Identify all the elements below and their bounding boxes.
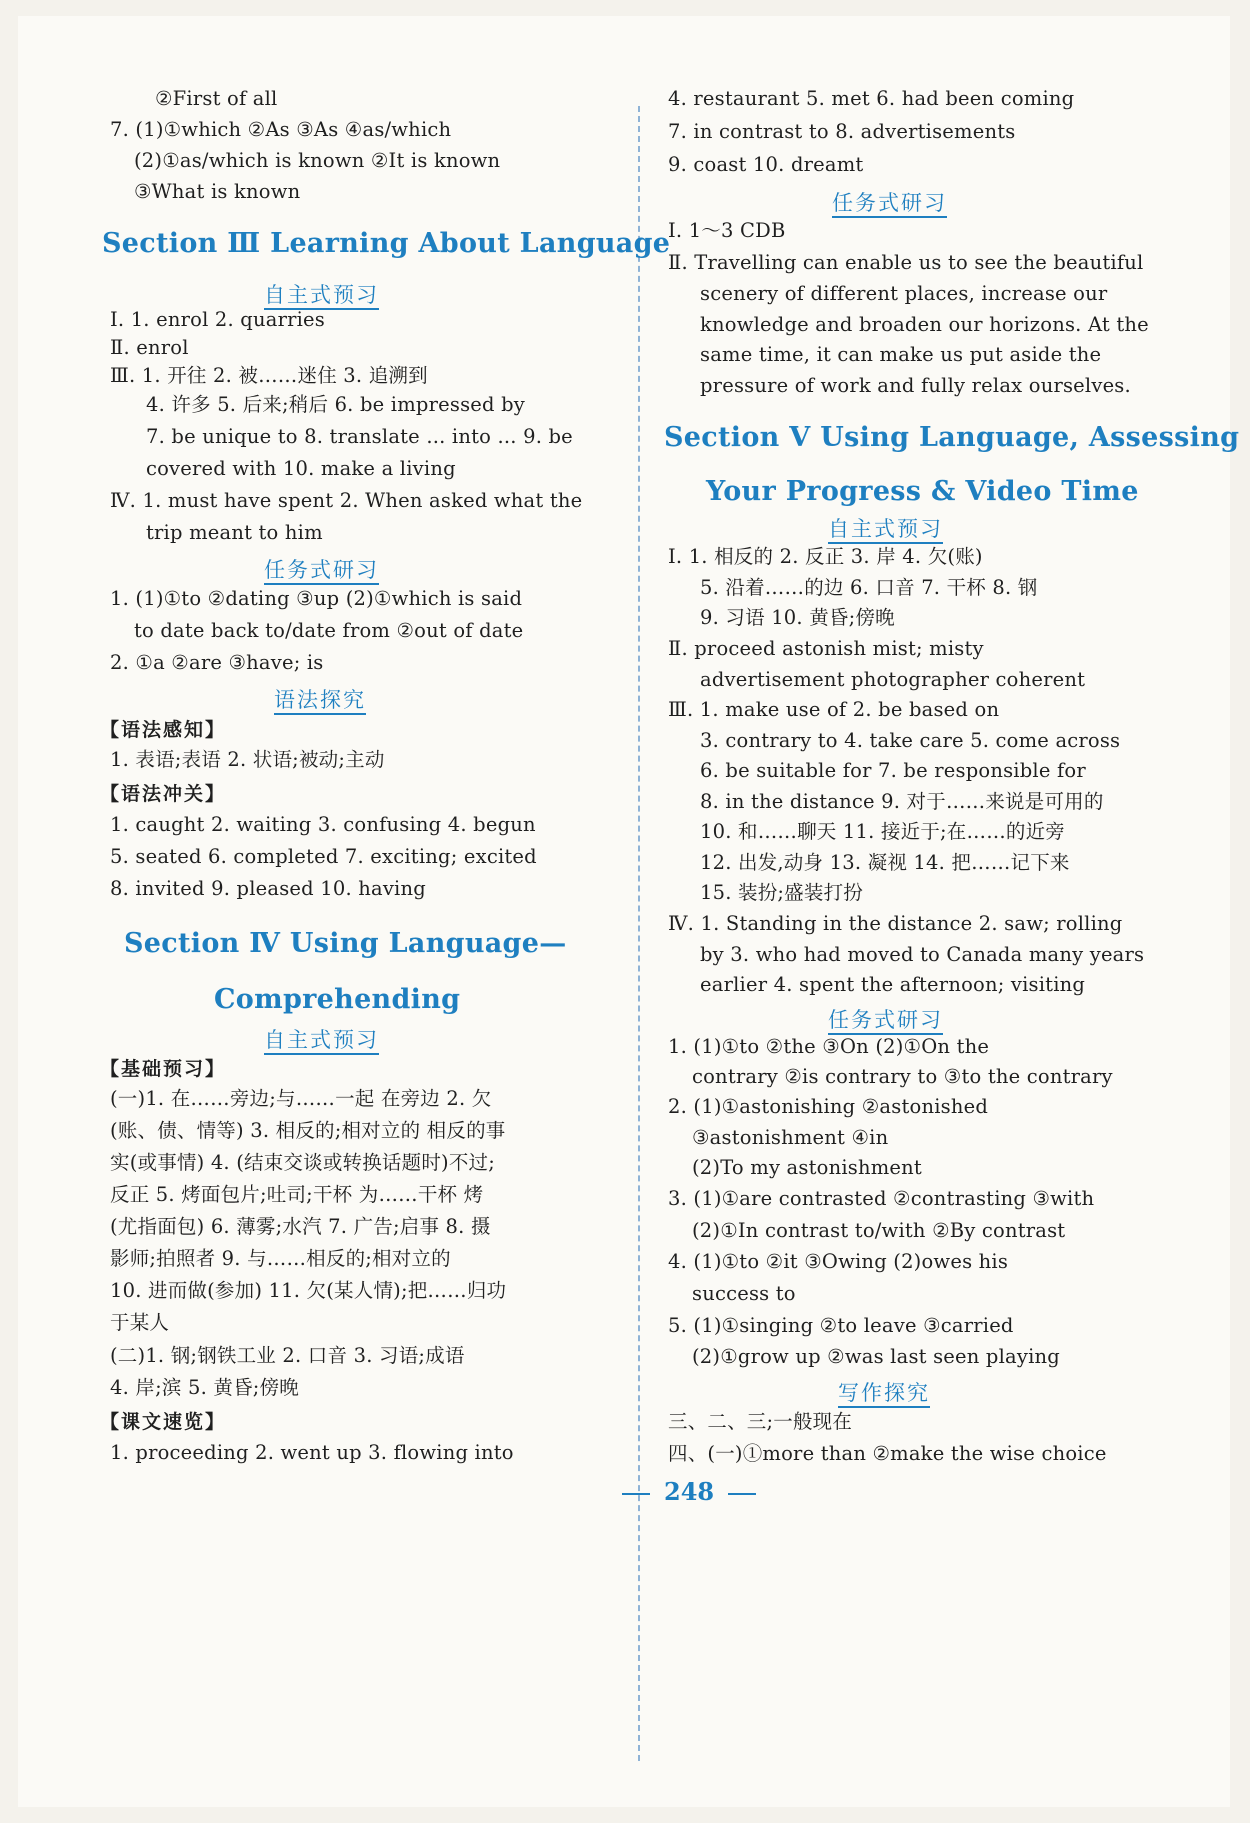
text-line: ③What is known: [134, 180, 301, 203]
subheading: 写作探究: [838, 1377, 930, 1407]
text-line: 12. 出发,动身 13. 凝视 14. 把……记下来: [700, 851, 1070, 874]
text-line: covered with 10. make a living: [146, 457, 456, 480]
section-heading-5: Section Ⅴ Using Language, Assessing: [664, 422, 1240, 453]
text-line: Ⅲ. 1. 开往 2. 被……迷住 3. 追溯到: [110, 364, 428, 387]
text-line: 1. proceeding 2. went up 3. flowing into: [110, 1441, 514, 1464]
subheading: 语法探究: [274, 684, 366, 714]
section-heading-4: Section Ⅳ Using Language—: [124, 928, 567, 959]
text-line: to date back to/date from ②out of date: [134, 619, 524, 642]
text-line: contrary ②is contrary to ③to the contrary: [692, 1065, 1113, 1088]
subheading: 自主式预习: [828, 513, 943, 543]
text-line: 9. coast 10. dreamt: [668, 153, 864, 176]
bracket-heading: 【语法冲关】: [100, 783, 227, 805]
text-line: 4. (1)①to ②it ③Owing (2)owes his: [668, 1250, 1009, 1273]
text-line: 8. invited 9. pleased 10. having: [110, 877, 426, 900]
text-line: 10. 进而做(参加) 11. 欠(某人情);把……归功: [110, 1279, 507, 1302]
text-line: 2. (1)①astonishing ②astonished: [668, 1095, 989, 1118]
text-line: 反正 5. 烤面包片;吐司;干杯 为……干杯 烤: [110, 1183, 484, 1206]
text-line: 7. in contrast to 8. advertisements: [668, 120, 1016, 143]
text-line: (二)1. 钢;钢铁工业 2. 口音 3. 习语;成语: [110, 1344, 465, 1367]
text-line: 8. in the distance 9. 对于……来说是可用的: [700, 790, 1104, 813]
text-line: 5. seated 6. completed 7. exciting; excited: [110, 845, 537, 868]
text-line: 影师;拍照者 9. 与……相反的;相对立的: [110, 1247, 451, 1270]
text-line: 3. (1)①are contrasted ②contrasting ③with: [668, 1187, 1095, 1210]
text-line: 10. 和……聊天 11. 接近于;在……的近旁: [700, 820, 1065, 843]
text-line: scenery of different places, increase our: [700, 282, 1108, 305]
dash-right: [728, 1493, 756, 1495]
text-line: Ⅳ. 1. must have spent 2. When asked what the: [110, 489, 583, 512]
text-line: Ⅲ. 1. make use of 2. be based on: [668, 698, 1000, 721]
text-line: 4. 岸;滨 5. 黄昏;傍晚: [110, 1376, 299, 1399]
text-line: (2)To my astonishment: [692, 1156, 922, 1179]
text-line: 1. caught 2. waiting 3. confusing 4. begun: [110, 813, 536, 836]
text-line: 3. contrary to 4. take care 5. come across: [700, 729, 1121, 752]
column-divider: [638, 106, 640, 1761]
subheading: 任务式研习: [264, 554, 379, 584]
text-line: 三、二、三;一般现在: [668, 1410, 853, 1433]
subheading: 自主式预习: [264, 279, 379, 309]
section-heading-4-cont: Comprehending: [214, 984, 461, 1015]
text-line: same time, it can make us put aside the: [700, 343, 1102, 366]
bracket-heading: 【语法感知】: [100, 719, 227, 741]
text-line: (2)①as/which is known ②It is known: [134, 149, 501, 172]
text-line: (账、债、情等) 3. 相反的;相对立的 相反的事: [110, 1119, 506, 1142]
text-line: 1. 表语;表语 2. 状语;被动;主动: [110, 748, 385, 771]
text-line: 2. ①a ②are ③have; is: [110, 651, 324, 674]
text-line: pressure of work and fully relax ourselves.: [700, 374, 1131, 397]
text-line: ②First of all: [155, 87, 278, 110]
text-line: earlier 4. spent the afternoon; visiting: [700, 973, 1086, 996]
text-line: 1. (1)①to ②dating ③up (2)①which is said: [110, 587, 523, 610]
text-line: 4. restaurant 5. met 6. had been coming: [668, 87, 1075, 110]
subheading: 任务式研习: [832, 187, 947, 217]
dash-left: [622, 1493, 650, 1495]
section-heading-3: Section Ⅲ Learning About Language: [102, 228, 671, 259]
text-line: Ⅰ. 1. 相反的 2. 反正 3. 岸 4. 欠(账): [668, 545, 983, 568]
text-line: 四、(一)①more than ②make the wise choice: [668, 1442, 1107, 1465]
text-line: ③astonishment ④in: [692, 1126, 889, 1149]
page-number: 248: [608, 1477, 770, 1506]
text-line: 6. be suitable for 7. be responsible for: [700, 759, 1086, 782]
text-line: 1. (1)①to ②the ③On (2)①On the: [668, 1035, 990, 1058]
section-heading-5-cont: Your Progress & Video Time: [706, 476, 1139, 507]
text-line: Ⅱ. proceed astonish mist; misty: [668, 637, 984, 660]
text-line: trip meant to him: [146, 521, 323, 544]
text-line: 4. 许多 5. 后来;稍后 6. be impressed by: [146, 393, 526, 416]
text-line: 实(或事情) 4. (结束交谈或转换话题时)不过;: [110, 1151, 496, 1174]
text-line: Ⅱ. enrol: [110, 336, 189, 359]
text-line: 9. 习语 10. 黄昏;傍晚: [700, 606, 895, 629]
text-line: 7. (1)①which ②As ③As ④as/which: [110, 118, 452, 141]
text-line: (2)①grow up ②was last seen playing: [692, 1345, 1060, 1368]
text-line: by 3. who had moved to Canada many years: [700, 943, 1145, 966]
text-line: 于某人: [110, 1311, 170, 1334]
text-line: 5. 沿着……的边 6. 口音 7. 干杯 8. 钢: [700, 576, 1038, 599]
text-line: Ⅳ. 1. Standing in the distance 2. saw; rolling: [668, 912, 1123, 935]
text-line: Ⅰ. 1. enrol 2. quarries: [110, 308, 325, 331]
page: [18, 16, 1240, 1807]
text-line: 15. 装扮;盛装打扮: [700, 881, 863, 904]
subheading: 自主式预习: [264, 1024, 379, 1054]
text-line: advertisement photographer coherent: [700, 668, 1086, 691]
text-line: (尤指面包) 6. 薄雾;水汽 7. 广告;启事 8. 摄: [110, 1215, 491, 1238]
text-line: (2)①In contrast to/with ②By contrast: [692, 1219, 1066, 1242]
text-line: Ⅰ. 1～3 CDB: [668, 219, 786, 242]
text-line: Ⅱ. Travelling can enable us to see the beautiful: [668, 251, 1144, 274]
text-line: 5. (1)①singing ②to leave ③carried: [668, 1314, 1014, 1337]
bracket-heading: 【基础预习】: [100, 1058, 227, 1080]
text-line: success to: [692, 1282, 796, 1305]
bracket-heading: 【课文速览】: [100, 1411, 227, 1433]
text-line: knowledge and broaden our horizons. At the: [700, 313, 1149, 336]
text-line: (一)1. 在……旁边;与……一起 在旁边 2. 欠: [110, 1087, 492, 1110]
text-line: 7. be unique to 8. translate ... into ... 9. be: [146, 425, 573, 448]
subheading: 任务式研习: [828, 1004, 943, 1034]
